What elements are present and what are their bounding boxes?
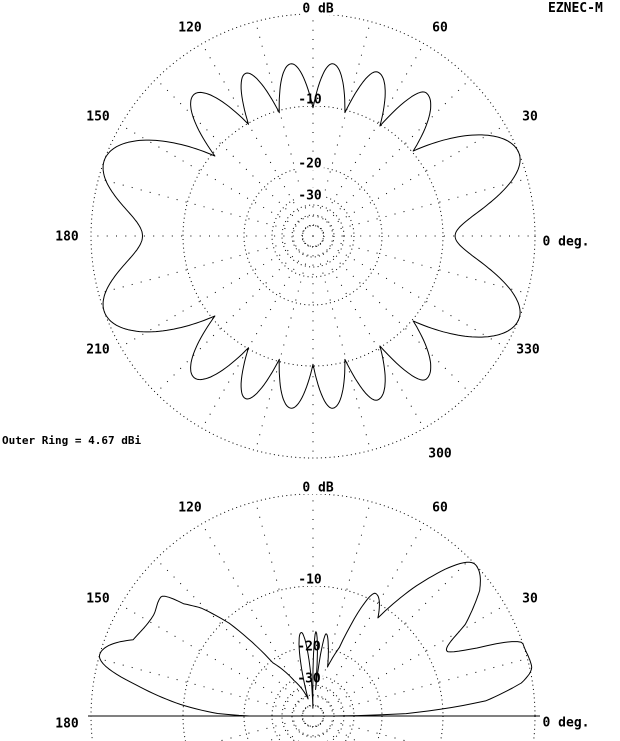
plot-label: -20 [297,639,321,655]
angle-spoke [156,559,306,709]
angle-spoke [256,246,311,451]
angle-spoke [318,245,424,429]
plot-label: 0 dB [302,1,334,17]
angle-spoke [121,605,305,711]
center-dot [312,235,314,237]
plot-label: 150 [86,591,110,607]
azimuth-pattern [55,1,589,462]
angle-spoke [318,725,424,741]
angle-spoke [99,239,304,294]
angle-spoke [322,605,506,711]
angle-spoke [316,246,371,451]
plot-label: 180 [55,716,79,732]
plot-label: 120 [178,500,202,516]
angle-spoke [318,44,424,228]
angle-spoke [202,524,308,708]
angle-spoke [322,721,506,741]
plot-label: 60 [432,500,448,516]
plot-label: 180 [55,229,79,245]
angle-spoke [202,245,308,429]
plot-label: 30 [522,109,538,125]
angle-spoke [320,79,470,229]
plot-label: 330 [516,342,540,358]
angle-spoke [256,726,311,741]
plot-label: -10 [298,92,322,108]
angle-spoke [322,241,506,347]
angle-spoke [322,125,506,231]
angle-spoke [121,241,305,347]
angle-spoke [316,726,371,741]
angle-spoke [121,125,305,231]
plot-label: 0 dB [302,480,334,496]
angle-spoke [99,179,304,234]
azimuth-pattern-grid [91,14,535,458]
plot-label: -10 [298,572,322,588]
angle-spoke [99,659,304,714]
angle-spoke [316,502,371,707]
plot-label: -30 [298,188,322,204]
angle-spoke [323,179,528,234]
plot-label: 120 [178,20,202,36]
angle-spoke [323,239,528,294]
plot-label: 60 [432,20,448,36]
plot-label: 0 deg. [542,234,590,250]
elevation-pattern-labels [55,480,589,732]
angle-spoke [99,719,304,741]
plot-label: -20 [298,156,322,172]
angle-spoke [323,659,528,714]
plot-label: 150 [86,109,110,125]
plot-label: 0 deg. [542,715,590,731]
angle-spoke [320,243,470,393]
angle-spoke [318,524,424,708]
angle-spoke [156,243,306,393]
angle-spoke [320,559,470,709]
angle-spoke [323,719,528,741]
azimuth-pattern-labels [55,1,589,462]
elevation-pattern [55,480,589,741]
angle-spoke [202,725,308,741]
plot-label: 300 [428,446,452,462]
azimuth-pattern-curve [103,64,520,409]
app-title: EZNEC-M [548,1,603,16]
angle-spoke [202,44,308,228]
outer-ring-annotation: Outer Ring = 4.67 dBi [2,434,142,447]
angle-spoke [156,79,306,229]
plot-label: 210 [86,342,110,358]
plot-label: 30 [522,591,538,607]
plot-label: -30 [297,671,321,687]
angle-spoke [121,721,305,741]
